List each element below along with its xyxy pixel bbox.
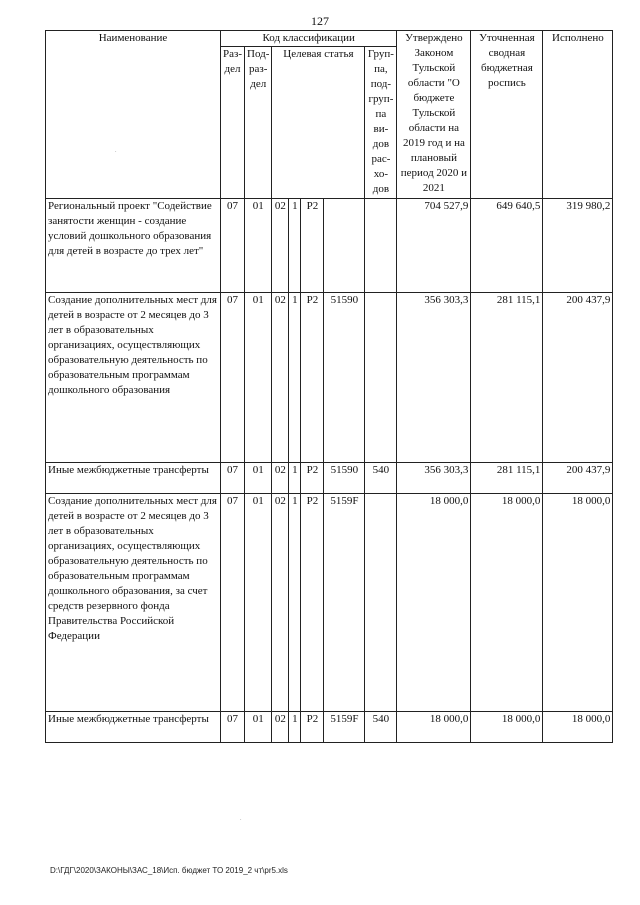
row-code-2: 1 xyxy=(289,494,301,712)
header-name: Наименование xyxy=(46,31,221,199)
row-code-3: P2 xyxy=(301,293,324,463)
row-code-1: 02 xyxy=(272,293,289,463)
row-podrazdel: 01 xyxy=(245,293,272,463)
row-group: 540 xyxy=(365,712,397,743)
row-razdel: 07 xyxy=(221,199,245,293)
table-row xyxy=(46,199,613,293)
page-number: 127 xyxy=(311,14,329,28)
row-approved: 356 303,3 xyxy=(397,463,471,494)
row-name: Создание дополнительных мест для детей в возрасте от 2 месяцев до 3 лет в образовательных организациях, осуществляющих образовательную деятельность по образовательным программам дошкольного образования, за счет средств резервного фонда Правительства Российской Федерации xyxy=(46,494,221,712)
row-code-3: P2 xyxy=(301,199,324,293)
header-target-article: Целевая статья xyxy=(272,47,365,199)
row-code-1: 02 xyxy=(272,463,289,494)
row-executed: 200 437,9 xyxy=(543,463,613,494)
row-group xyxy=(365,199,397,293)
table-row xyxy=(46,712,613,743)
row-code-3: P2 xyxy=(301,712,324,743)
row-code-3: P2 xyxy=(301,494,324,712)
row-approved: 704 527,9 xyxy=(397,199,471,293)
budget-table xyxy=(45,30,613,743)
row-executed: 18 000,0 xyxy=(543,712,613,743)
row-code-2: 1 xyxy=(289,199,301,293)
row-code-2: 1 xyxy=(289,712,301,743)
header-executed: Исполнено xyxy=(543,31,613,199)
row-refined: 281 115,1 xyxy=(471,293,543,463)
header-podrazdel: Под-раз-дел xyxy=(245,47,272,199)
header-approved: Утверждено Законом Тульской области "О бюджете Тульской области на 2019 год и на плановый период 2020 и 2021 xyxy=(397,31,471,199)
row-code-4: 5159F xyxy=(324,494,365,712)
header-refined: Уточненная сводная бюджетная роспись xyxy=(471,31,543,199)
footer-file-path: D:\ГДГ\2020\ЗАКОНЫ\ЗАС_18\Исп. бюджет ТО 2019_2 чт\pr5.xls xyxy=(50,866,288,875)
header-group: Груп-па, под-груп-па ви-дов рас-хо-дов xyxy=(365,47,397,199)
row-code-2: 1 xyxy=(289,463,301,494)
row-code-2: 1 xyxy=(289,293,301,463)
row-approved: 18 000,0 xyxy=(397,494,471,712)
row-razdel: 07 xyxy=(221,293,245,463)
table-row xyxy=(46,463,613,494)
row-refined: 649 640,5 xyxy=(471,199,543,293)
row-refined: 18 000,0 xyxy=(471,712,543,743)
row-code-1: 02 xyxy=(272,199,289,293)
row-name: Создание дополнительных мест для детей в возрасте от 2 месяцев до 3 лет в образовательных организациях, осуществляющих образовательную деятельность по образовательным программам дошкольного образования xyxy=(46,293,221,463)
row-podrazdel: 01 xyxy=(245,712,272,743)
row-approved: 356 303,3 xyxy=(397,293,471,463)
row-refined: 18 000,0 xyxy=(471,494,543,712)
table-row xyxy=(46,494,613,712)
row-code-4: 51590 xyxy=(324,463,365,494)
row-group xyxy=(365,293,397,463)
row-code-4: 51590 xyxy=(324,293,365,463)
row-executed: 18 000,0 xyxy=(543,494,613,712)
row-razdel: 07 xyxy=(221,494,245,712)
row-executed: 319 980,2 xyxy=(543,199,613,293)
row-code-3: P2 xyxy=(301,463,324,494)
row-group: 540 xyxy=(365,463,397,494)
scan-speck: . xyxy=(240,816,242,822)
row-group xyxy=(365,494,397,712)
table-row xyxy=(46,293,613,463)
row-code-1: 02 xyxy=(272,712,289,743)
row-podrazdel: 01 xyxy=(245,199,272,293)
row-code-1: 02 xyxy=(272,494,289,712)
header-code-group: Код классификации xyxy=(221,31,397,47)
header-razdel: Раз-дел xyxy=(221,47,245,199)
row-name: Иные межбюджетные трансферты xyxy=(46,712,221,743)
row-razdel: 07 xyxy=(221,463,245,494)
row-approved: 18 000,0 xyxy=(397,712,471,743)
row-name: Региональный проект "Содействие занятости женщин - создание условий дошкольного образования для детей в возрасте до трех лет" xyxy=(46,199,221,293)
row-razdel: 07 xyxy=(221,712,245,743)
row-code-4: 5159F xyxy=(324,712,365,743)
row-executed: 200 437,9 xyxy=(543,293,613,463)
row-podrazdel: 01 xyxy=(245,494,272,712)
row-name: Иные межбюджетные трансферты xyxy=(46,463,221,494)
row-podrazdel: 01 xyxy=(245,463,272,494)
scan-speck: . xyxy=(115,148,117,154)
row-code-4 xyxy=(324,199,365,293)
row-refined: 281 115,1 xyxy=(471,463,543,494)
